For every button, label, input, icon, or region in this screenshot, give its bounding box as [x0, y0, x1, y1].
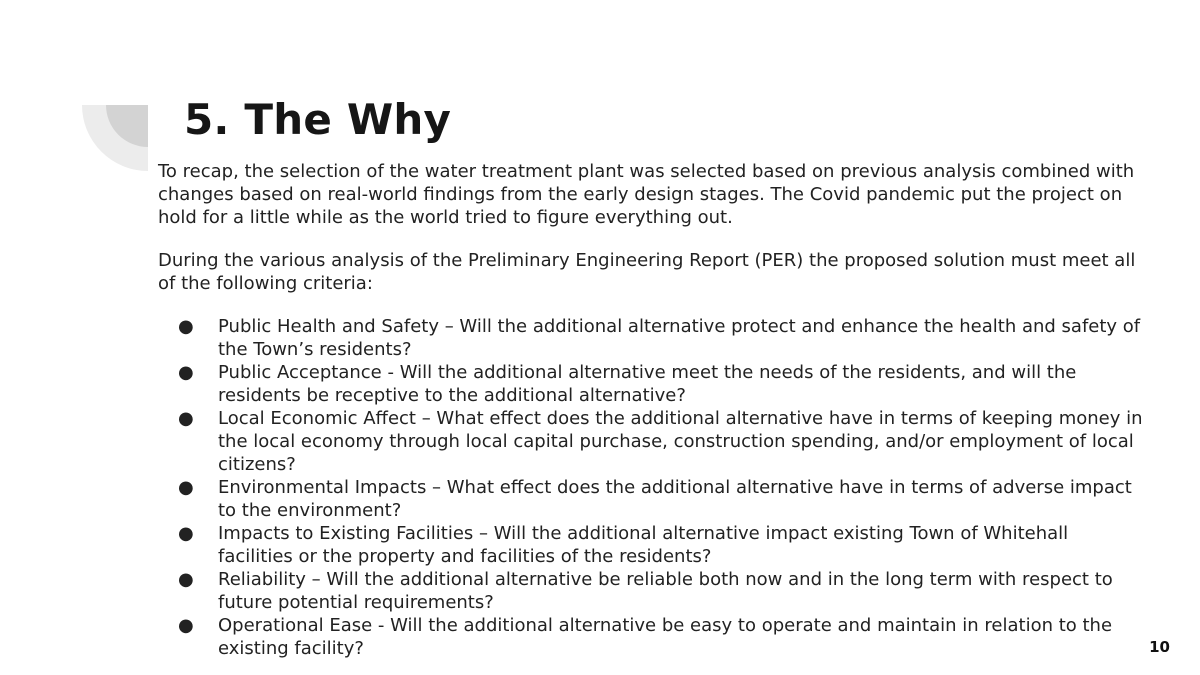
- bullet-icon: ●: [178, 362, 194, 383]
- list-item: [158, 361, 1148, 407]
- criteria-text: Reliability – Will the additional alternative be reliable both now and in the long term with respect to future potential requirements?: [218, 569, 1113, 613]
- list-item: [158, 407, 1148, 476]
- criteria-text: Environmental Impacts – What effect does the additional alternative have in terms of adverse impact to the environment?: [218, 477, 1132, 521]
- list-item: [158, 315, 1148, 361]
- decorative-quarter-circle: [82, 105, 148, 171]
- criteria-text: Impacts to Existing Facilities – Will the additional alternative impact existing Town of Whitehall facilities or the property and facilities of the residents?: [218, 523, 1069, 567]
- list-item: [158, 476, 1148, 522]
- bullet-icon: ●: [178, 408, 194, 429]
- bullet-icon: ●: [178, 477, 194, 498]
- criteria-text: Public Acceptance - Will the additional alternative meet the needs of the residents, and will the residents be receptive to the additional alternative?: [218, 362, 1077, 406]
- intro-paragraph: To recap, the selection of the water treatment plant was selected based on previous analysis combined with changes based on real-world findings from the early design stages. The Covid pandemic put the project on hold for a little while as the world tried to figure everything out.: [158, 161, 1135, 228]
- list-item: [158, 614, 1148, 660]
- bullet-icon: ●: [178, 569, 194, 590]
- bullet-icon: ●: [178, 615, 194, 636]
- criteria-intro-paragraph: During the various analysis of the Preliminary Engineering Report (PER) the proposed solution must meet all of the following criteria:: [158, 250, 1136, 294]
- bullet-icon: ●: [178, 523, 194, 544]
- slide-title: 5. The Why: [184, 95, 452, 144]
- list-item: [158, 522, 1148, 568]
- page-number: 10: [1149, 638, 1170, 656]
- criteria-text: Public Health and Safety – Will the additional alternative protect and enhance the health and safety of the Town’s residents?: [218, 316, 1141, 360]
- criteria-text: Operational Ease - Will the additional alternative be easy to operate and maintain in relation to the existing facility?: [218, 615, 1113, 659]
- list-item: [158, 568, 1148, 614]
- criteria-list: [158, 315, 1148, 660]
- criteria-text: Local Economic Affect – What effect does the additional alternative have in terms of keeping money in the local economy through local capital purchase, construction spending, and/or employment of local citizens?: [218, 408, 1143, 475]
- bullet-icon: ●: [178, 316, 194, 337]
- slide-body: [158, 160, 1148, 660]
